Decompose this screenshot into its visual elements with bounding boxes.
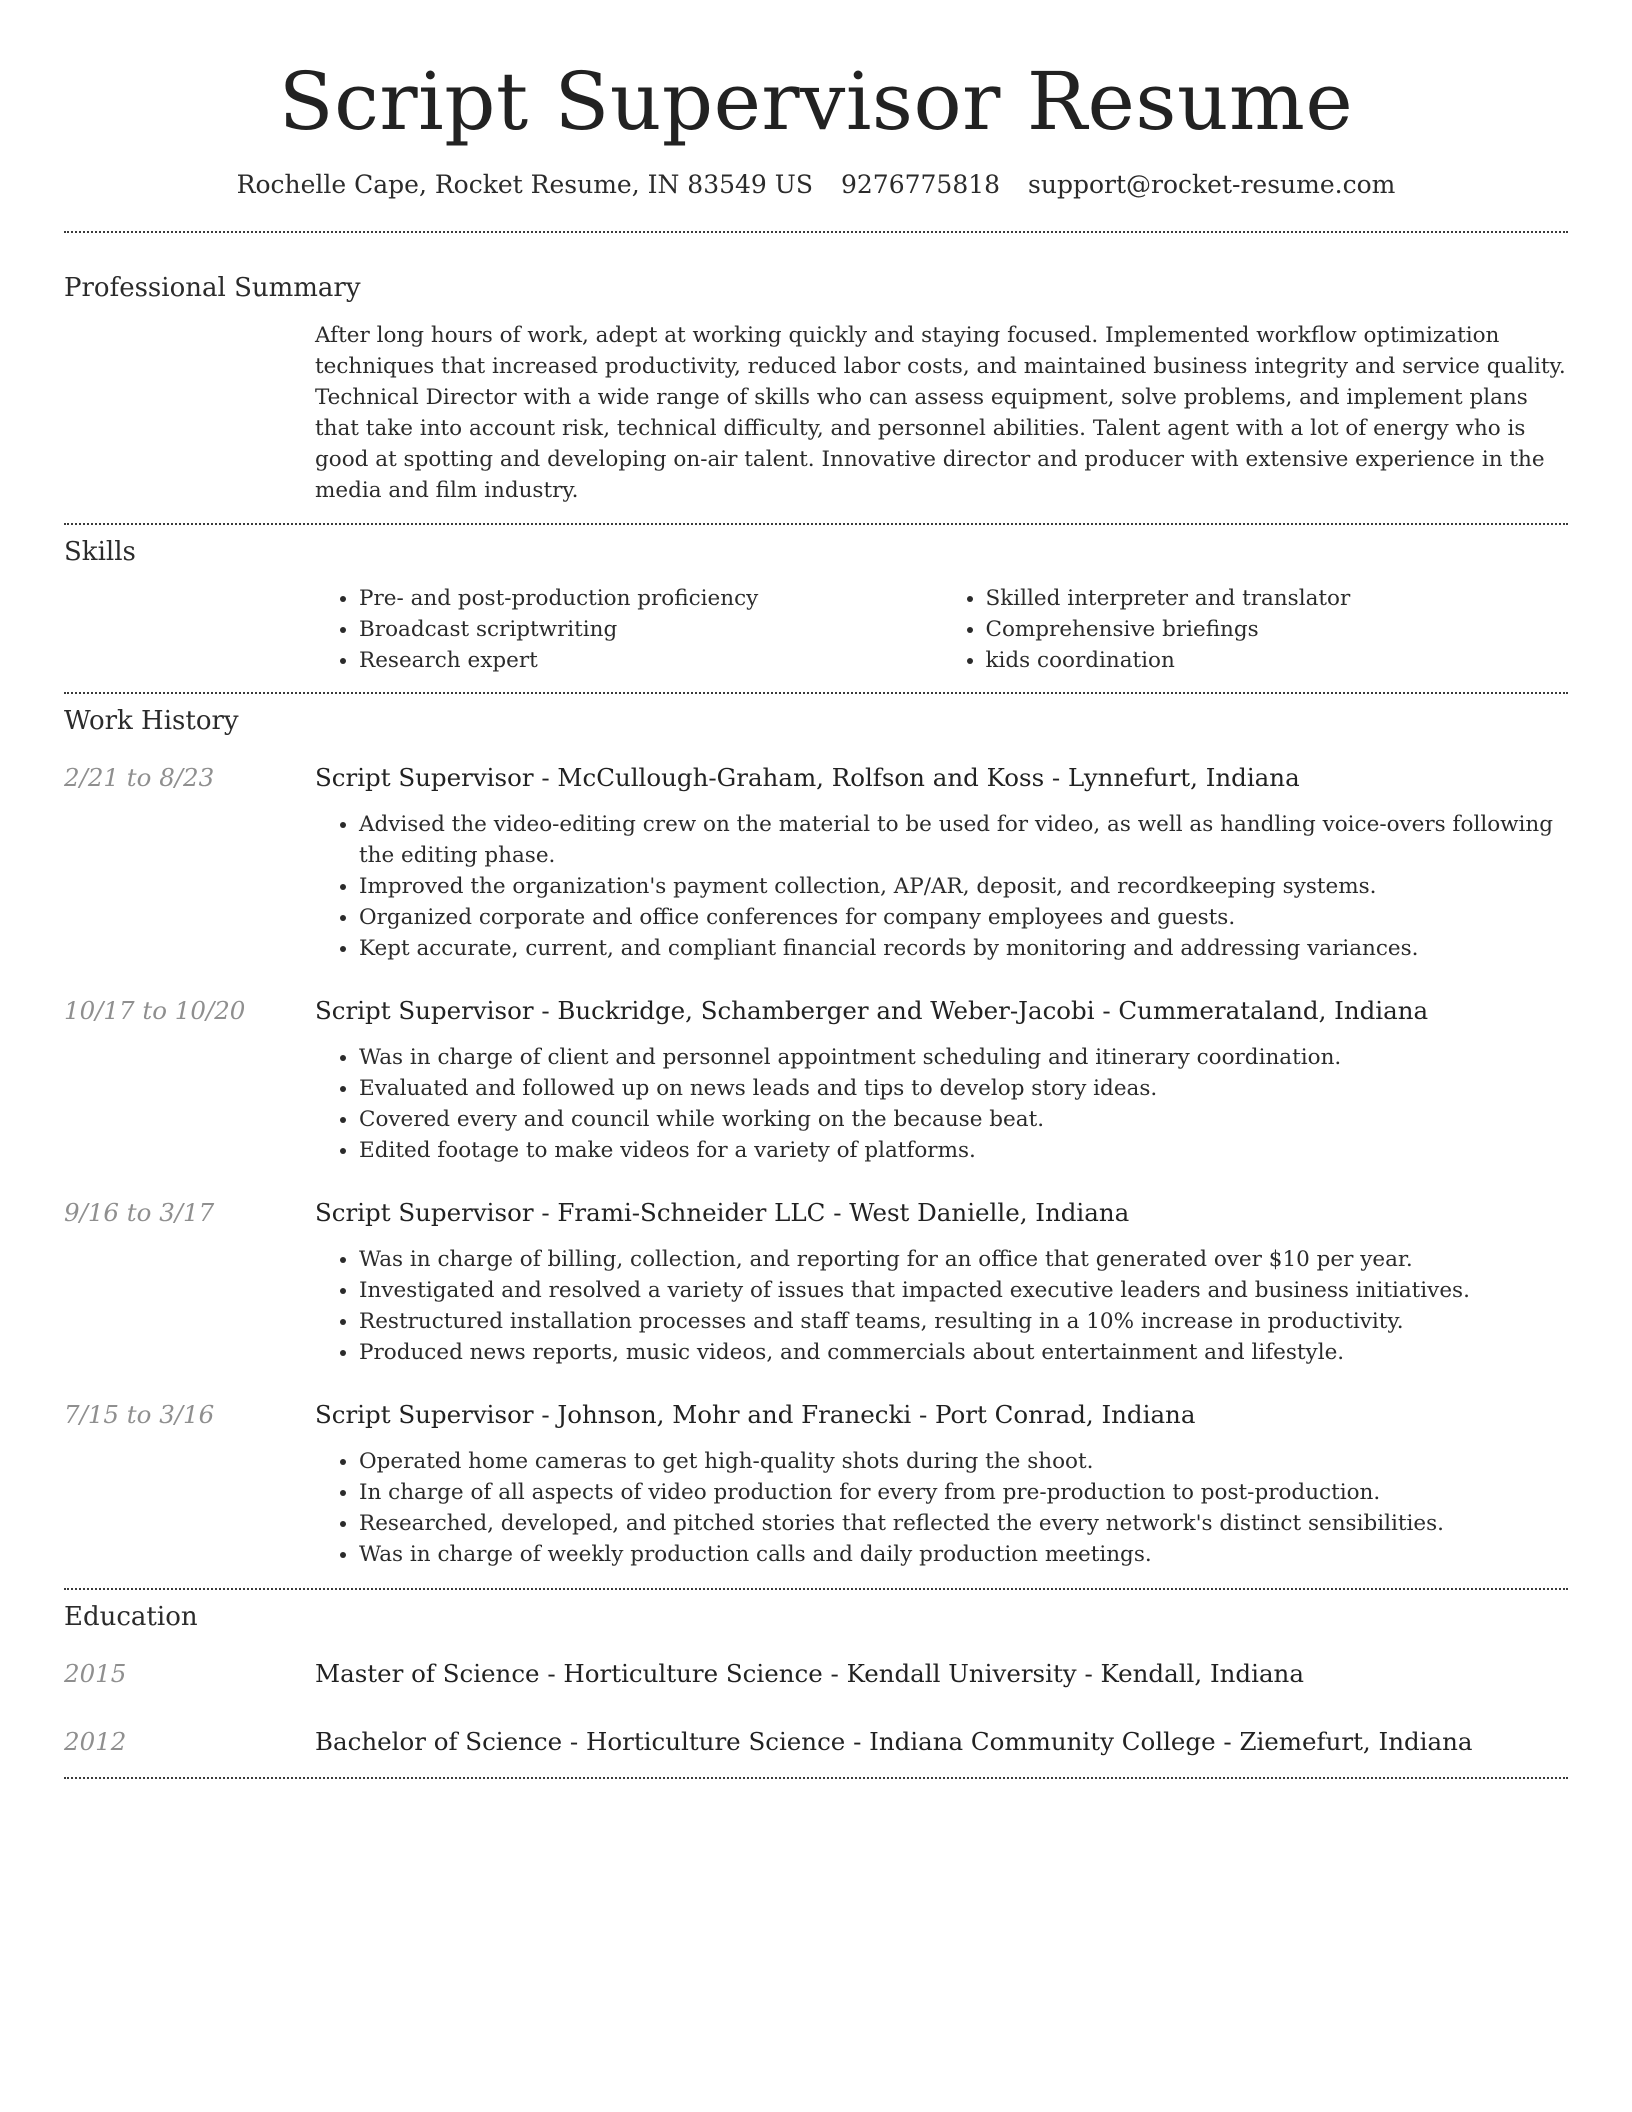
job-bullet: • In charge of all aspects of video production for every from pre-production to post-production.	[359, 1477, 1568, 1508]
job-dates: 9/16 to 3/17	[64, 1198, 215, 1227]
job-title: Script Supervisor - Johnson, Mohr and Franecki - Port Conrad, Indiana	[315, 1400, 1196, 1429]
job-bullet: • Improved the organization's payment collection, AP/AR, deposit, and recordkeeping systems.	[359, 871, 1568, 902]
job-bullet: • Restructured installation processes and staff teams, resulting in a 10% increase in productivity.	[359, 1306, 1568, 1337]
summary-text: After long hours of work, adept at working quickly and staying focused. Implemented workflow optimization techniques that increased productivity, reduced labor costs, and maintained business integrity and service quality. Technical Director with a wide range of skills who can assess equipment, solve problems, and implement plans that take into account risk, technical difficulty, and personnel abilities. Talent agent with a lot of energy who is good at spotting and developing on-air talent. Innovative director and producer with extensive experience in the media and film industry.	[315, 323, 1566, 503]
skill-item: • Skilled interpreter and translator	[986, 583, 1569, 614]
resume-title: Script Supervisor Resume	[278, 55, 1354, 148]
skill-item: • Research expert	[359, 645, 942, 676]
skill-item: • Broadcast scriptwriting	[359, 614, 942, 645]
contact-phone: 9276775818	[840, 170, 1001, 199]
skills-list	[315, 583, 1568, 676]
job-bullet: • Was in charge of billing, collection, and reporting for an office that generated over $10 per year.	[359, 1244, 1568, 1275]
summary-heading: Professional Summary	[64, 273, 361, 303]
job-bullet: • Evaluated and followed up on news leads and tips to develop story ideas.	[359, 1073, 1568, 1104]
skill-item: • Comprehensive briefings	[986, 614, 1569, 645]
job-title: Script Supervisor - McCullough-Graham, Rolfson and Koss - Lynnefurt, Indiana	[315, 763, 1300, 792]
divider	[64, 523, 1568, 525]
divider	[64, 1588, 1568, 1590]
work-heading: Work History	[64, 706, 239, 736]
job-dates: 7/15 to 3/16	[64, 1400, 215, 1429]
education-degree: Bachelor of Science - Horticulture Science - Indiana Community College - Ziemefurt, Indiana	[315, 1727, 1473, 1756]
job-entry	[64, 761, 1568, 964]
job-entry	[64, 994, 1568, 1166]
job-entry	[64, 1398, 1568, 1570]
job-bullet: • Operated home cameras to get high-quality shots during the shoot.	[359, 1446, 1568, 1477]
education-year: 2015	[64, 1659, 127, 1688]
contact-line	[64, 168, 1568, 202]
job-bullet: • Was in charge of client and personnel appointment scheduling and itinerary coordination.	[359, 1042, 1568, 1073]
divider	[64, 231, 1568, 233]
divider	[64, 692, 1568, 694]
job-bullet: • Organized corporate and office conferences for company employees and guests.	[359, 902, 1568, 933]
job-bullet: • Produced news reports, music videos, and commercials about entertainment and lifestyle.	[359, 1337, 1568, 1368]
skill-item: • Pre- and post-production proficiency	[359, 583, 942, 614]
skill-item: • kids coordination	[986, 645, 1569, 676]
education-heading: Education	[64, 1602, 198, 1632]
job-bullet: • Kept accurate, current, and compliant financial records by monitoring and addressing variances.	[359, 933, 1568, 964]
education-entry	[64, 1725, 1568, 1759]
resume-page	[64, 0, 1568, 1779]
job-bullet: • Advised the video-editing crew on the material to be used for video, as well as handling voice-overs following the editing phase.	[359, 809, 1568, 871]
skills-column-left	[315, 583, 942, 676]
job-title: Script Supervisor - Frami-Schneider LLC - West Danielle, Indiana	[315, 1198, 1130, 1227]
job-dates: 2/21 to 8/23	[64, 763, 215, 792]
job-dates: 10/17 to 10/20	[64, 996, 246, 1025]
job-bullet: • Investigated and resolved a variety of issues that impacted executive leaders and business initiatives.	[359, 1275, 1568, 1306]
job-bullet: • Was in charge of weekly production calls and daily production meetings.	[359, 1539, 1568, 1570]
contact-email: support@rocket-resume.com	[1028, 170, 1396, 199]
skills-column-right	[942, 583, 1569, 676]
education-entry	[64, 1657, 1568, 1691]
job-bullet: • Covered every and council while working on the because beat.	[359, 1104, 1568, 1135]
skills-heading: Skills	[64, 537, 136, 567]
education-year: 2012	[64, 1727, 127, 1756]
job-title: Script Supervisor - Buckridge, Schamberger and Weber-Jacobi - Cummerataland, Indiana	[315, 996, 1429, 1025]
job-bullet: • Edited footage to make videos for a variety of platforms.	[359, 1135, 1568, 1166]
education-degree: Master of Science - Horticulture Science - Kendall University - Kendall, Indiana	[315, 1659, 1304, 1688]
contact-address: Rochelle Cape, Rocket Resume, IN 83549 US	[236, 170, 813, 199]
job-entry	[64, 1196, 1568, 1368]
divider	[64, 1777, 1568, 1779]
job-bullet: • Researched, developed, and pitched stories that reflected the every network's distinct sensibilities.	[359, 1508, 1568, 1539]
